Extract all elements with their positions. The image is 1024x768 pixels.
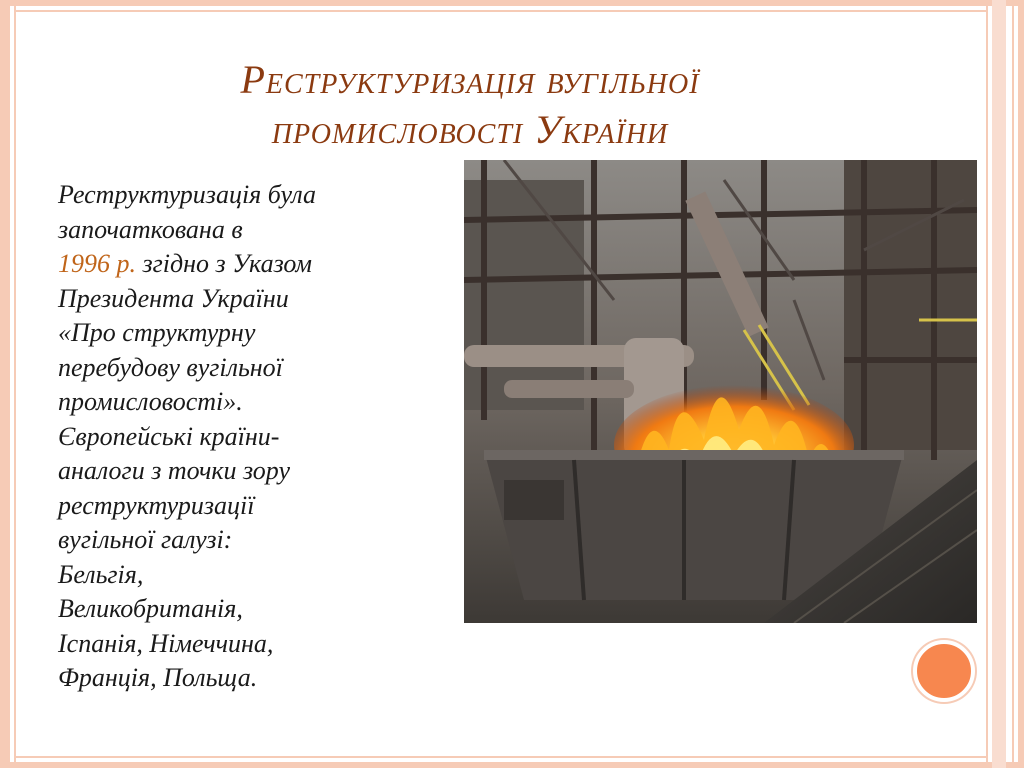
- photo-illustration: [464, 160, 977, 623]
- slide-title: [150, 55, 790, 155]
- body-line: вугільної галузі:: [58, 525, 233, 554]
- frame-border-left: [0, 0, 10, 768]
- body-line: «Про структурну: [58, 318, 256, 347]
- frame-border-right-2: [1012, 0, 1014, 768]
- frame-border-top: [0, 0, 1024, 6]
- body-line-year: [58, 247, 438, 282]
- body-line: Реструктуризація була: [58, 180, 316, 209]
- frame-border-right: [1018, 0, 1024, 768]
- body-line: Іспанія, Німеччина,: [58, 628, 274, 658]
- frame-border-left-inner: [14, 0, 16, 768]
- body-line-rest: згідно з Указом: [136, 249, 312, 278]
- slide-body-text: [58, 178, 438, 696]
- frame-border-bottom: [0, 762, 1024, 768]
- body-line: реструктуризації: [58, 490, 255, 520]
- body-line: Великобританія,: [58, 594, 243, 623]
- body-line: Президента України: [58, 283, 289, 313]
- frame-border-right-inner: [986, 0, 988, 768]
- body-line: перебудову вугільної: [58, 352, 283, 382]
- body-line: промисловості».: [58, 387, 243, 416]
- slide-title-line2: промисловості України: [271, 107, 669, 152]
- body-line: аналоги з точки зору: [58, 456, 291, 485]
- year-highlight: 1996 р.: [58, 249, 136, 278]
- body-line: Франція, Польща.: [58, 663, 258, 692]
- frame-border-top-inner: [14, 10, 988, 12]
- frame-border-bottom-inner: [14, 756, 988, 758]
- slide-title-line1: Реструктуризація вугільної: [240, 57, 700, 102]
- decorative-circle: [913, 640, 975, 702]
- frame-border-right-band: [992, 0, 1006, 768]
- body-line: Європейські країни-: [58, 421, 280, 451]
- body-line: започаткована в: [58, 214, 243, 244]
- body-line: Бельгія,: [58, 559, 144, 589]
- coal-furnace-photo: [464, 160, 977, 623]
